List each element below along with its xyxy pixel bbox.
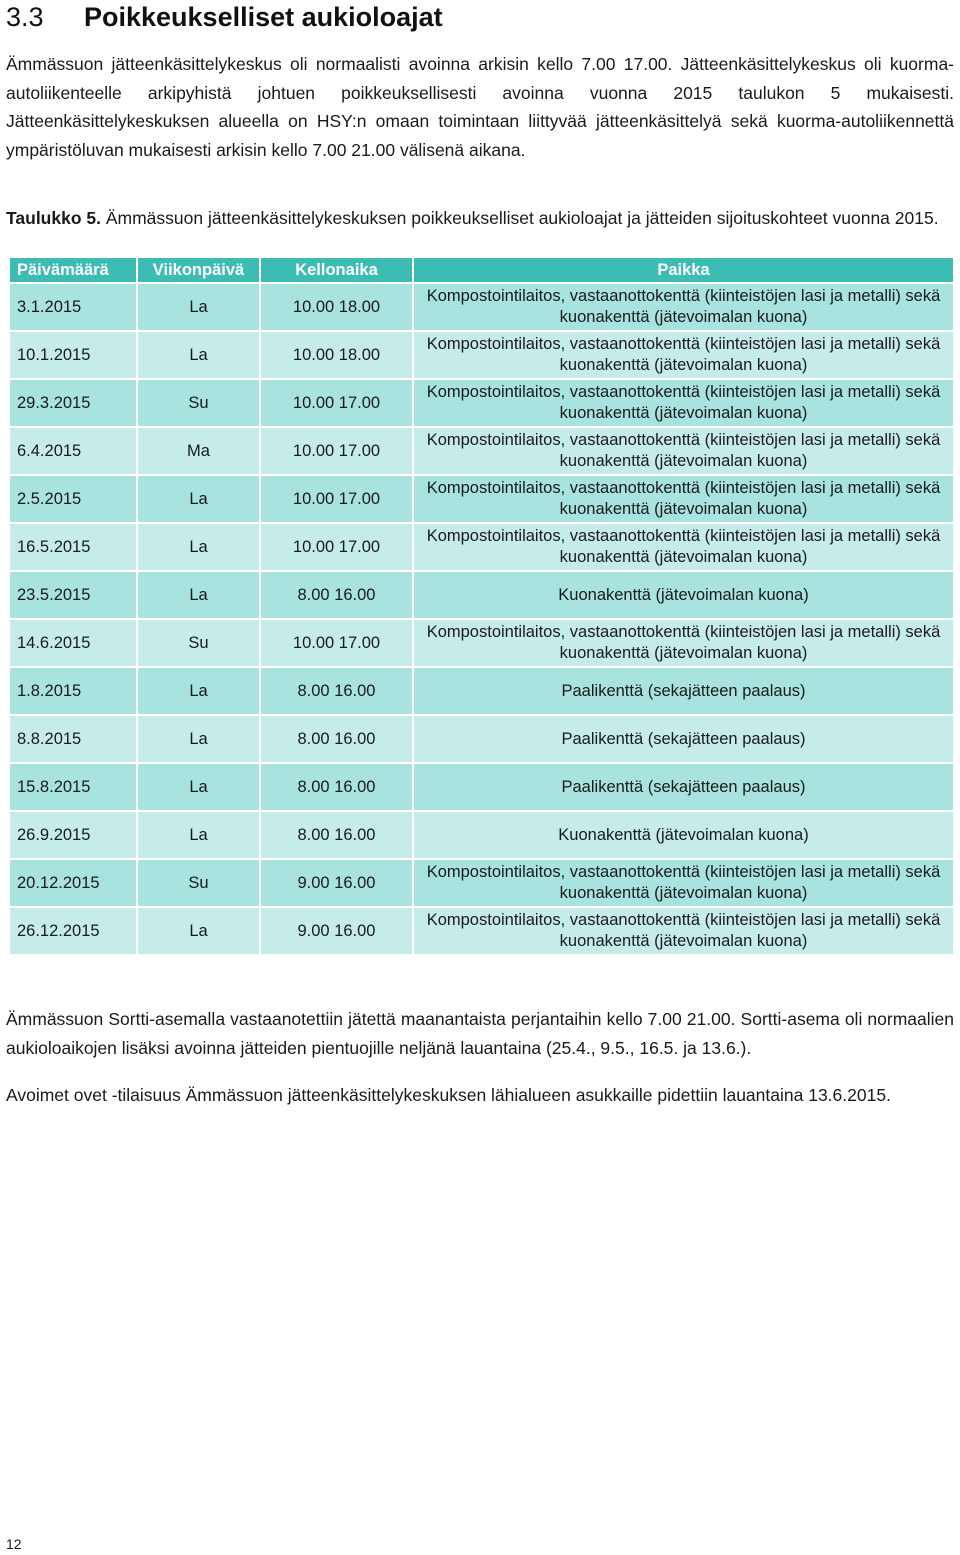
cell-place: Kompostointilaitos, vastaanottokenttä (kiinteistöjen lasi ja metalli) sekä kuonakenttä (jätevoimalan kuona) xyxy=(413,523,953,571)
table-row xyxy=(10,475,953,523)
cell-place: Kompostointilaitos, vastaanottokenttä (kiinteistöjen lasi ja metalli) sekä kuonakenttä (jätevoimalan kuona) xyxy=(413,475,953,523)
cell-weekday: La xyxy=(137,283,260,331)
opening-hours-table xyxy=(10,258,953,954)
table-row xyxy=(10,811,953,859)
cell-place: Kompostointilaitos, vastaanottokenttä (kiinteistöjen lasi ja metalli) sekä kuonakenttä (jätevoimalan kuona) xyxy=(413,859,953,907)
cell-weekday: La xyxy=(137,571,260,619)
cell-place: Paalikenttä (sekajätteen paalaus) xyxy=(413,715,953,763)
cell-weekday: La xyxy=(137,475,260,523)
cell-weekday: Su xyxy=(137,619,260,667)
cell-date: 2.5.2015 xyxy=(10,475,137,523)
cell-date: 23.5.2015 xyxy=(10,571,137,619)
open-doors-paragraph: Avoimet ovet -tilaisuus Ämmässuon jätteenkäsittelykeskuksen lähialueen asukkaille pidettiin lauantaina 13.6.2015. xyxy=(6,1085,891,1105)
table-row xyxy=(10,907,953,954)
table-row xyxy=(10,763,953,811)
table-row xyxy=(10,283,953,331)
cell-date: 29.3.2015 xyxy=(10,379,137,427)
header-date: Päivämäärä xyxy=(10,258,137,283)
table-row xyxy=(10,859,953,907)
cell-weekday: Su xyxy=(137,859,260,907)
cell-weekday: La xyxy=(137,763,260,811)
cell-place: Kompostointilaitos, vastaanottokenttä (kiinteistöjen lasi ja metalli) sekä kuonakenttä (jätevoimalan kuona) xyxy=(413,427,953,475)
cell-weekday: La xyxy=(137,907,260,954)
cell-time: 10.00 18.00 xyxy=(260,331,413,379)
section-heading xyxy=(6,0,443,34)
cell-date: 26.9.2015 xyxy=(10,811,137,859)
cell-place: Kompostointilaitos, vastaanottokenttä (kiinteistöjen lasi ja metalli) sekä kuonakenttä (jätevoimalan kuona) xyxy=(413,379,953,427)
table-row xyxy=(10,619,953,667)
cell-place: Paalikenttä (sekajätteen paalaus) xyxy=(413,763,953,811)
cell-time: 8.00 16.00 xyxy=(260,811,413,859)
cell-weekday: Su xyxy=(137,379,260,427)
section-title: Poikkeukselliset aukioloajat xyxy=(84,2,443,32)
table-row xyxy=(10,571,953,619)
header-place: Paikka xyxy=(413,258,953,283)
cell-date: 10.1.2015 xyxy=(10,331,137,379)
cell-time: 9.00 16.00 xyxy=(260,907,413,954)
cell-weekday: La xyxy=(137,667,260,715)
cell-date: 1.8.2015 xyxy=(10,667,137,715)
cell-place: Kuonakenttä (jätevoimalan kuona) xyxy=(413,571,953,619)
cell-time: 10.00 17.00 xyxy=(260,475,413,523)
table-caption-label: Taulukko 5. xyxy=(6,208,101,228)
cell-place: Kompostointilaitos, vastaanottokenttä (kiinteistöjen lasi ja metalli) sekä kuonakenttä (jätevoimalan kuona) xyxy=(413,283,953,331)
cell-time: 10.00 17.00 xyxy=(260,619,413,667)
cell-place: Kompostointilaitos, vastaanottokenttä (kiinteistöjen lasi ja metalli) sekä kuonakenttä (jätevoimalan kuona) xyxy=(413,331,953,379)
cell-place: Kompostointilaitos, vastaanottokenttä (kiinteistöjen lasi ja metalli) sekä kuonakenttä (jätevoimalan kuona) xyxy=(413,907,953,954)
intro-paragraph: Ämmässuon jätteenkäsittelykeskus oli normaalisti avoinna arkisin kello 7.00 17.00. Jätteenkäsittelykeskus oli kuorma-autoliikenteelle arkipyhistä johtuen poikkeuksellisesti avoinna vuonna 2015 taulukon 5 mukaisesti. Jätteenkäsittelykeskuksen alueella on HSY:n omaan toimintaan liittyvää jätteenkäsittelyä sekä kuorma-autoliikennettä ympäristöluvan mukaisesti arkisin kello 7.00 21.00 välisenä aikana. xyxy=(6,54,954,160)
cell-date: 3.1.2015 xyxy=(10,283,137,331)
section-number: 3.3 xyxy=(6,2,44,32)
header-weekday: Viikonpäivä xyxy=(137,258,260,283)
cell-weekday: La xyxy=(137,523,260,571)
table-row xyxy=(10,715,953,763)
cell-time: 8.00 16.00 xyxy=(260,715,413,763)
cell-time: 9.00 16.00 xyxy=(260,859,413,907)
cell-weekday: La xyxy=(137,715,260,763)
page-number: 12 xyxy=(6,1536,22,1552)
cell-time: 8.00 16.00 xyxy=(260,763,413,811)
cell-date: 14.6.2015 xyxy=(10,619,137,667)
table-header-row xyxy=(10,258,953,283)
cell-date: 16.5.2015 xyxy=(10,523,137,571)
cell-time: 10.00 18.00 xyxy=(260,283,413,331)
table-row xyxy=(10,331,953,379)
sortti-paragraph: Ämmässuon Sortti-asemalla vastaanotettiin jätettä maanantaista perjantaihin kello 7.00 21.00. Sortti-asema oli normaalien aukioloaikojen lisäksi avoinna jätteiden pientuojille neljänä lauantaina (25.4., 9.5., 16.5. ja 13.6.). xyxy=(6,1009,954,1058)
cell-time: 10.00 17.00 xyxy=(260,523,413,571)
table-row xyxy=(10,667,953,715)
table-row xyxy=(10,379,953,427)
cell-date: 6.4.2015 xyxy=(10,427,137,475)
header-time: Kellonaika xyxy=(260,258,413,283)
cell-date: 8.8.2015 xyxy=(10,715,137,763)
cell-time: 8.00 16.00 xyxy=(260,571,413,619)
cell-place: Paalikenttä (sekajätteen paalaus) xyxy=(413,667,953,715)
cell-date: 20.12.2015 xyxy=(10,859,137,907)
cell-date: 26.12.2015 xyxy=(10,907,137,954)
cell-time: 10.00 17.00 xyxy=(260,379,413,427)
cell-date: 15.8.2015 xyxy=(10,763,137,811)
cell-place: Kompostointilaitos, vastaanottokenttä (kiinteistöjen lasi ja metalli) sekä kuonakenttä (jätevoimalan kuona) xyxy=(413,619,953,667)
cell-weekday: La xyxy=(137,811,260,859)
table-row xyxy=(10,523,953,571)
cell-weekday: La xyxy=(137,331,260,379)
table-row xyxy=(10,427,953,475)
cell-weekday: Ma xyxy=(137,427,260,475)
cell-place: Kuonakenttä (jätevoimalan kuona) xyxy=(413,811,953,859)
table-caption xyxy=(6,207,954,229)
table-caption-text: Ämmässuon jätteenkäsittelykeskuksen poikkeukselliset aukioloajat ja jätteiden sijoituskohteet vuonna 2015. xyxy=(105,208,939,228)
cell-time: 10.00 17.00 xyxy=(260,427,413,475)
cell-time: 8.00 16.00 xyxy=(260,667,413,715)
